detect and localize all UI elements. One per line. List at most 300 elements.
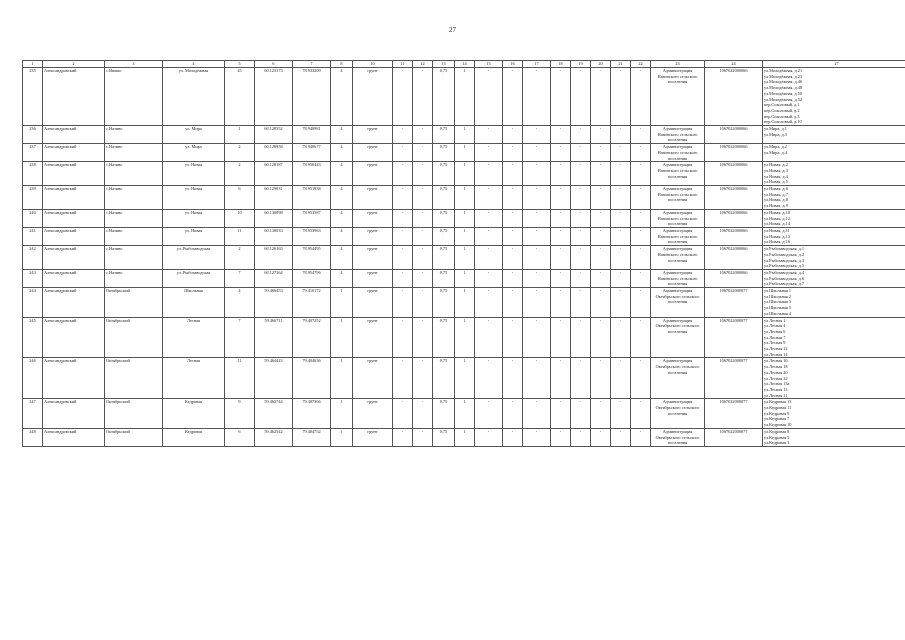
address-line: ул.Кедровая 13 bbox=[764, 399, 792, 405]
settlement-cell: с.Назино bbox=[105, 186, 163, 210]
col12-cell: - bbox=[413, 358, 433, 399]
column-header: 23 bbox=[651, 61, 705, 68]
district-cell: Александровский bbox=[43, 227, 105, 245]
column-header: 1 bbox=[23, 61, 43, 68]
addresses-cell bbox=[763, 358, 905, 399]
col11-cell: - bbox=[393, 68, 413, 126]
administration-cell: Администрация Назинского сельского поселения bbox=[651, 126, 705, 144]
administration-cell: Администрация Назинского сельского поселения bbox=[651, 144, 705, 162]
floors-cell: 4 bbox=[331, 209, 353, 227]
address-line: ул.Молодёжная, д.50 bbox=[764, 90, 803, 96]
col19-cell: - bbox=[571, 288, 591, 318]
floors-cell: 4 bbox=[331, 144, 353, 162]
col15-cell: - bbox=[475, 186, 503, 210]
latitude-cell: 60.128958 bbox=[255, 144, 293, 162]
col16-cell: - bbox=[503, 246, 523, 270]
floors-cell: 4 bbox=[331, 186, 353, 210]
col11-cell: - bbox=[393, 126, 413, 144]
area-cell: 0,75 bbox=[433, 144, 455, 162]
count-cell: 1 bbox=[455, 126, 475, 144]
street-cell: ул. Новая bbox=[163, 227, 225, 245]
col12-cell: - bbox=[413, 428, 433, 446]
address-line: ул.Мира, д.2 bbox=[764, 144, 787, 150]
address-line: ул.Мира, д.3 bbox=[764, 131, 787, 137]
col21-cell: - bbox=[611, 227, 631, 245]
street-cell: Лесная bbox=[163, 317, 225, 358]
longitude-cell: 78.940981 bbox=[293, 126, 331, 144]
row-number: 244 bbox=[23, 288, 43, 318]
administration-cell: Администрация Назинского сельского поселения bbox=[651, 162, 705, 186]
col15-cell: - bbox=[475, 428, 503, 446]
table-row bbox=[23, 428, 905, 446]
count-cell: 1 bbox=[455, 269, 475, 287]
column-header: 21 bbox=[611, 61, 631, 68]
administration-cell: Администрация Назинского сельского поселения bbox=[651, 227, 705, 245]
col19-cell: - bbox=[571, 186, 591, 210]
row-number: 242 bbox=[23, 246, 43, 270]
count-cell: 1 bbox=[455, 246, 475, 270]
addresses-cell bbox=[763, 227, 905, 245]
header-row bbox=[23, 61, 905, 68]
address-line: ул.Молодёжная, д.46 bbox=[764, 79, 803, 85]
address-line: ул.Лесная 16 bbox=[764, 358, 788, 364]
col11-cell: - bbox=[393, 269, 413, 287]
street-cell: Кедровая bbox=[163, 428, 225, 446]
table-row bbox=[23, 144, 905, 162]
base-cell: грунт bbox=[353, 162, 393, 186]
floors-cell: 4 bbox=[331, 227, 353, 245]
addresses-cell bbox=[763, 126, 905, 144]
address-line: ул.Школьная 5 bbox=[764, 305, 791, 311]
address-line: ул.Новая, д.2 bbox=[764, 162, 788, 168]
col21-cell: - bbox=[611, 126, 631, 144]
ogrn-cell: 1067022000077 bbox=[705, 358, 763, 399]
column-header: 7 bbox=[293, 61, 331, 68]
col20-cell: - bbox=[591, 399, 611, 429]
col21-cell: - bbox=[611, 428, 631, 446]
administration-cell: Администрация Назинского сельского поселения bbox=[651, 209, 705, 227]
house-cell: 11 bbox=[225, 227, 255, 245]
col12-cell: - bbox=[413, 399, 433, 429]
column-header: 22 bbox=[631, 61, 651, 68]
address-line: ул.Рыбозаводская, д.1 bbox=[764, 246, 804, 252]
table-row bbox=[23, 399, 905, 429]
settlement-cell: с.Назино bbox=[105, 144, 163, 162]
street-cell: ул. Молодёжная bbox=[163, 68, 225, 126]
settlement-cell: с.Назино bbox=[105, 246, 163, 270]
col16-cell: - bbox=[503, 399, 523, 429]
col16-cell: - bbox=[503, 126, 523, 144]
addresses-cell bbox=[763, 317, 905, 358]
col17-cell: - bbox=[523, 317, 551, 358]
address-line: ул.Новая, д.12 bbox=[764, 215, 790, 221]
col11-cell: - bbox=[393, 399, 413, 429]
base-cell: грунт bbox=[353, 209, 393, 227]
column-header: 4 bbox=[163, 61, 225, 68]
administration-cell: Администрация Назинского сельского поселения bbox=[651, 269, 705, 287]
address-line: ул.Рыбозаводская, д.6 bbox=[764, 275, 804, 281]
floors-cell: 4 bbox=[331, 126, 353, 144]
base-cell: грунт bbox=[353, 269, 393, 287]
col20-cell: - bbox=[591, 126, 611, 144]
col15-cell: - bbox=[475, 358, 503, 399]
address-line: ул.Новая, д.7 bbox=[764, 191, 788, 197]
address-line: ул.Новая, д.16 bbox=[764, 239, 790, 245]
addresses-cell bbox=[763, 162, 905, 186]
longitude-cell: 79.404636 bbox=[293, 358, 331, 399]
ogrn-cell: 1067022000077 bbox=[705, 428, 763, 446]
settlement-cell: Октябрьский bbox=[105, 399, 163, 429]
longitude-cell: 78.940677 bbox=[293, 144, 331, 162]
col22-cell: - bbox=[631, 246, 651, 270]
col15-cell: - bbox=[475, 126, 503, 144]
col19-cell: - bbox=[571, 399, 591, 429]
row-number: 248 bbox=[23, 428, 43, 446]
house-cell: 2 bbox=[225, 162, 255, 186]
district-cell: Александровский bbox=[43, 209, 105, 227]
count-cell: 1 bbox=[455, 162, 475, 186]
house-cell: 4 bbox=[225, 288, 255, 318]
address-line: ул.Кедровая 11 bbox=[764, 405, 792, 411]
count-cell: 1 bbox=[455, 227, 475, 245]
house-cell: 6 bbox=[225, 428, 255, 446]
address-line: ул.Рыбозаводская, д.4 bbox=[764, 269, 804, 275]
col11-cell: - bbox=[393, 428, 413, 446]
settlement-cell: с.Назино bbox=[105, 162, 163, 186]
col12-cell: - bbox=[413, 126, 433, 144]
house-cell: 11 bbox=[225, 358, 255, 399]
house-cell: 1 bbox=[225, 126, 255, 144]
address-line: ул.Лесная 13 bbox=[764, 386, 788, 392]
col17-cell: - bbox=[523, 399, 551, 429]
col11-cell: - bbox=[393, 209, 413, 227]
street-cell: ул. Рыбозаводская bbox=[163, 269, 225, 287]
col17-cell: - bbox=[523, 428, 551, 446]
col20-cell: - bbox=[591, 162, 611, 186]
column-header: 3 bbox=[105, 61, 163, 68]
count-cell: 1 bbox=[455, 358, 475, 399]
col18-cell: - bbox=[551, 269, 571, 287]
floors-cell: 1 bbox=[331, 317, 353, 358]
count-cell: 1 bbox=[455, 428, 475, 446]
table-row bbox=[23, 186, 905, 210]
street-cell: ул. Мира bbox=[163, 144, 225, 162]
count-cell: 1 bbox=[455, 317, 475, 358]
column-header: 13 bbox=[433, 61, 455, 68]
longitude-cell: 79.410172 bbox=[293, 288, 331, 318]
district-cell: Александровский bbox=[43, 162, 105, 186]
column-header: 27 bbox=[763, 61, 905, 68]
addresses-cell bbox=[763, 246, 905, 270]
latitude-cell: 60.126165 bbox=[255, 246, 293, 270]
col18-cell: - bbox=[551, 186, 571, 210]
house-cell: 45 bbox=[225, 68, 255, 126]
col20-cell: - bbox=[591, 144, 611, 162]
settlement-cell: с.Назино bbox=[105, 227, 163, 245]
col19-cell: - bbox=[571, 126, 591, 144]
column-header: 16 bbox=[503, 61, 523, 68]
col19-cell: - bbox=[571, 317, 591, 358]
col17-cell: - bbox=[523, 269, 551, 287]
row-number: 238 bbox=[23, 162, 43, 186]
col15-cell: - bbox=[475, 227, 503, 245]
address-line: ул.Кедровая 8 bbox=[764, 428, 790, 434]
count-cell: 1 bbox=[455, 209, 475, 227]
col16-cell: - bbox=[503, 162, 523, 186]
col11-cell: - bbox=[393, 186, 413, 210]
col17-cell: - bbox=[523, 126, 551, 144]
column-header: 17 bbox=[523, 61, 551, 68]
col17-cell: - bbox=[523, 246, 551, 270]
address-line: ул.Лесная 13а bbox=[764, 381, 790, 387]
area-cell: 0,75 bbox=[433, 358, 455, 399]
table-row bbox=[23, 246, 905, 270]
administration-cell: Администрация Октябрьского сельского поселения bbox=[651, 399, 705, 429]
col20-cell: - bbox=[591, 428, 611, 446]
count-cell: 1 bbox=[455, 68, 475, 126]
address-line: пер.Соколовый, д.10 bbox=[764, 119, 802, 125]
district-cell: Александровский bbox=[43, 288, 105, 318]
table-row bbox=[23, 209, 905, 227]
district-cell: Александровский bbox=[43, 428, 105, 446]
address-line: ул.Лесная 7 bbox=[764, 334, 786, 340]
row-number: 239 bbox=[23, 186, 43, 210]
address-line: ул.Рыбозаводская, д.5 bbox=[764, 263, 804, 269]
settlement-cell: с.Назино bbox=[105, 209, 163, 227]
area-cell: 0,75 bbox=[433, 209, 455, 227]
latitude-cell: 60.129031 bbox=[255, 186, 293, 210]
col15-cell: - bbox=[475, 68, 503, 126]
administration-cell: Администрация Октябрьского сельского поселения bbox=[651, 428, 705, 446]
area-cell: 0,75 bbox=[433, 399, 455, 429]
col18-cell: - bbox=[551, 428, 571, 446]
col12-cell: - bbox=[413, 68, 433, 126]
floors-cell: 1 bbox=[331, 288, 353, 318]
base-cell: грунт bbox=[353, 126, 393, 144]
col19-cell: - bbox=[571, 269, 591, 287]
table-row bbox=[23, 269, 905, 287]
registry-table bbox=[22, 60, 905, 447]
address-line: ул.Школьная 2 bbox=[764, 293, 791, 299]
col21-cell: - bbox=[611, 162, 631, 186]
settlement-cell: Октябрьский bbox=[105, 288, 163, 318]
address-line: ул.Лесная 18 bbox=[764, 364, 788, 370]
address-line: ул.Молодёжная, д.52 bbox=[764, 96, 803, 102]
longitude-cell: 79.407366 bbox=[293, 399, 331, 429]
administration-cell: Администрация Назинского сельского поселения bbox=[651, 246, 705, 270]
address-line: ул.Лесная 1 bbox=[764, 317, 786, 323]
column-header: 8 bbox=[331, 61, 353, 68]
row-number: 240 bbox=[23, 209, 43, 227]
col20-cell: - bbox=[591, 246, 611, 270]
col18-cell: - bbox=[551, 246, 571, 270]
column-header: 6 bbox=[255, 61, 293, 68]
latitude-cell: 59.462744 bbox=[255, 399, 293, 429]
col22-cell: - bbox=[631, 288, 651, 318]
longitude-cell: 78.950443 bbox=[293, 162, 331, 186]
table-row bbox=[23, 68, 905, 126]
ogrn-cell: 1067022000066 bbox=[705, 68, 763, 126]
column-header: 10 bbox=[353, 61, 393, 68]
ogrn-cell: 1067022000066 bbox=[705, 269, 763, 287]
area-cell: 0,75 bbox=[433, 227, 455, 245]
base-cell: грунт bbox=[353, 288, 393, 318]
address-line: ул.Новая, д.4 bbox=[764, 173, 788, 179]
longitude-cell: 78.954796 bbox=[293, 269, 331, 287]
street-cell: Кедровая bbox=[163, 399, 225, 429]
table-row bbox=[23, 288, 905, 318]
house-cell: 10 bbox=[225, 209, 255, 227]
col18-cell: - bbox=[551, 126, 571, 144]
latitude-cell: 60.127364 bbox=[255, 269, 293, 287]
latitude-cell: 59.466711 bbox=[255, 317, 293, 358]
col11-cell: - bbox=[393, 317, 413, 358]
col21-cell: - bbox=[611, 209, 631, 227]
address-line: ул.Мира, д.1 bbox=[764, 126, 787, 132]
count-cell: 1 bbox=[455, 399, 475, 429]
col20-cell: - bbox=[591, 317, 611, 358]
settlement-cell: Октябрьский bbox=[105, 358, 163, 399]
address-line: ул.Лесная 14 bbox=[764, 351, 788, 357]
latitude-cell: 60.128187 bbox=[255, 162, 293, 186]
col17-cell: - bbox=[523, 162, 551, 186]
ogrn-cell: 1067022000066 bbox=[705, 162, 763, 186]
settlement-cell: Октябрьский bbox=[105, 428, 163, 446]
col22-cell: - bbox=[631, 162, 651, 186]
row-number: 236 bbox=[23, 126, 43, 144]
col15-cell: - bbox=[475, 209, 503, 227]
col22-cell: - bbox=[631, 227, 651, 245]
col18-cell: - bbox=[551, 288, 571, 318]
col15-cell: - bbox=[475, 162, 503, 186]
floors-cell: 4 bbox=[331, 269, 353, 287]
col18-cell: - bbox=[551, 162, 571, 186]
address-line: ул.Рыбозаводская, д.3 bbox=[764, 257, 804, 263]
ogrn-cell: 1067022000066 bbox=[705, 144, 763, 162]
settlement-cell: с.Назино bbox=[105, 126, 163, 144]
col21-cell: - bbox=[611, 317, 631, 358]
addresses-cell bbox=[763, 399, 905, 429]
ogrn-cell: 1067022000077 bbox=[705, 399, 763, 429]
address-line: ул.Новая, д.6 bbox=[764, 186, 788, 192]
col11-cell: - bbox=[393, 162, 413, 186]
col22-cell: - bbox=[631, 317, 651, 358]
area-cell: 0,75 bbox=[433, 288, 455, 318]
col16-cell: - bbox=[503, 428, 523, 446]
house-cell: 7 bbox=[225, 269, 255, 287]
address-line: ул.Лесная 9 bbox=[764, 340, 786, 346]
column-header: 18 bbox=[551, 61, 571, 68]
district-cell: Александровский bbox=[43, 399, 105, 429]
address-line: ул.Кедровая 9 bbox=[764, 410, 790, 416]
col22-cell: - bbox=[631, 186, 651, 210]
base-cell: грунт bbox=[353, 317, 393, 358]
latitude-cell: 60.130098 bbox=[255, 209, 293, 227]
district-cell: Александровский bbox=[43, 317, 105, 358]
address-line: пер.Соколовый, д.3 bbox=[764, 113, 800, 119]
col16-cell: - bbox=[503, 209, 523, 227]
col12-cell: - bbox=[413, 144, 433, 162]
col11-cell: - bbox=[393, 288, 413, 318]
col20-cell: - bbox=[591, 269, 611, 287]
col20-cell: - bbox=[591, 227, 611, 245]
col17-cell: - bbox=[523, 186, 551, 210]
column-header: 11 bbox=[393, 61, 413, 68]
col19-cell: - bbox=[571, 428, 591, 446]
count-cell: 1 bbox=[455, 186, 475, 210]
column-header: 12 bbox=[413, 61, 433, 68]
ogrn-cell: 1067022000066 bbox=[705, 227, 763, 245]
ogrn-cell: 1067022000077 bbox=[705, 288, 763, 318]
ogrn-cell: 1067022000066 bbox=[705, 246, 763, 270]
ogrn-cell: 1067022000066 bbox=[705, 186, 763, 210]
col18-cell: - bbox=[551, 68, 571, 126]
district-cell: Александровский bbox=[43, 358, 105, 399]
address-line: ул.Кедровая 10 bbox=[764, 422, 792, 428]
col16-cell: - bbox=[503, 269, 523, 287]
address-line: ул.Школьная 4 bbox=[764, 310, 791, 316]
col17-cell: - bbox=[523, 227, 551, 245]
floors-cell: 4 bbox=[331, 68, 353, 126]
floors-cell: 4 bbox=[331, 246, 353, 270]
ogrn-cell: 1067022000077 bbox=[705, 317, 763, 358]
house-cell: 7 bbox=[225, 317, 255, 358]
area-cell: 0,75 bbox=[433, 162, 455, 186]
house-cell: 6 bbox=[225, 186, 255, 210]
col15-cell: - bbox=[475, 144, 503, 162]
column-header: 19 bbox=[571, 61, 591, 68]
col12-cell: - bbox=[413, 288, 433, 318]
street-cell: ул. Рыбозаводская bbox=[163, 246, 225, 270]
district-cell: Александровский bbox=[43, 186, 105, 210]
street-cell: ул. Новая bbox=[163, 186, 225, 210]
table-row bbox=[23, 126, 905, 144]
latitude-cell: 60.128552 bbox=[255, 126, 293, 144]
col11-cell: - bbox=[393, 227, 413, 245]
ogrn-cell: 1067022000066 bbox=[705, 126, 763, 144]
table-row bbox=[23, 162, 905, 186]
addresses-cell bbox=[763, 144, 905, 162]
base-cell: грунт bbox=[353, 144, 393, 162]
area-cell: 0,75 bbox=[433, 269, 455, 287]
col16-cell: - bbox=[503, 358, 523, 399]
col12-cell: - bbox=[413, 209, 433, 227]
district-cell: Александровский bbox=[43, 246, 105, 270]
col19-cell: - bbox=[571, 209, 591, 227]
latitude-cell: 59.466453 bbox=[255, 288, 293, 318]
col17-cell: - bbox=[523, 288, 551, 318]
settlement-cell: Октябрьский bbox=[105, 317, 163, 358]
floors-cell: 4 bbox=[331, 162, 353, 186]
col22-cell: - bbox=[631, 209, 651, 227]
col20-cell: - bbox=[591, 288, 611, 318]
col12-cell: - bbox=[413, 269, 433, 287]
street-cell: ул. Мира bbox=[163, 126, 225, 144]
address-line: ул.Рыбозаводская, д.7 bbox=[764, 281, 804, 287]
address-line: ул.Лесная 6 bbox=[764, 328, 786, 334]
col16-cell: - bbox=[503, 317, 523, 358]
col15-cell: - bbox=[475, 399, 503, 429]
col19-cell: - bbox=[571, 358, 591, 399]
street-cell: Школьная bbox=[163, 288, 225, 318]
table-row bbox=[23, 317, 905, 358]
base-cell: грунт bbox=[353, 358, 393, 399]
col11-cell: - bbox=[393, 144, 413, 162]
base-cell: грунт bbox=[353, 399, 393, 429]
col21-cell: - bbox=[611, 68, 631, 126]
area-cell: 0,75 bbox=[433, 246, 455, 270]
col20-cell: - bbox=[591, 186, 611, 210]
